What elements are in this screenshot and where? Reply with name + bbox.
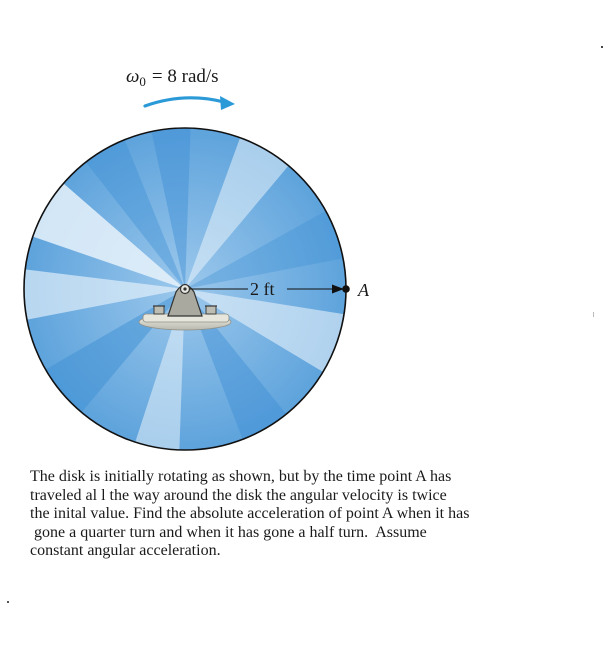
point-a-marker bbox=[342, 285, 350, 293]
stray-mark bbox=[601, 46, 603, 48]
problem-line: gone a quarter turn and when it has gone a half turn. Assume bbox=[30, 523, 427, 541]
radius-label: 2 ft bbox=[250, 279, 275, 299]
point-a-label: A bbox=[358, 280, 369, 300]
stray-mark bbox=[593, 312, 594, 317]
rotation-arrowhead-icon bbox=[220, 96, 235, 110]
omega-label: $\omega_0 = 8$ rad/s bbox=[126, 66, 219, 89]
problem-line: the inital value. Find the absolute acceleration of point A when it has bbox=[30, 505, 470, 522]
stray-mark bbox=[7, 601, 9, 603]
rotation-arrow bbox=[145, 98, 224, 106]
problem-line: traveled al l the way around the disk the angular velocity is twice bbox=[30, 486, 447, 504]
problem-line: The disk is initially rotating as shown, but by the time point A has bbox=[30, 468, 452, 485]
problem-line: constant angular acceleration. bbox=[30, 542, 221, 559]
problem-statement bbox=[30, 468, 580, 561]
